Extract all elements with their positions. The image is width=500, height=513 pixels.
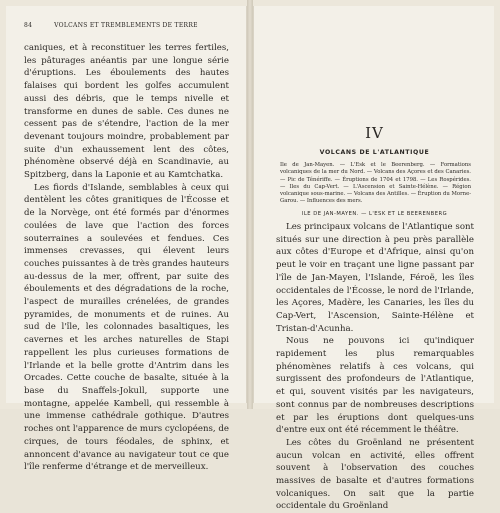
paragraph: Les côtes du Groënland ne présentent aucun volcan en activité, elles offrent souvent à l'observation des couches massives de basalte et d'autres formations volcaniques. On sait que la partie occidentale du Groënland <box>276 437 474 512</box>
running-title: VOLCANS ET TREMBLEMENTS DE TERRE <box>54 22 198 29</box>
paragraph: caniques, et à reconstituer les terres fertiles, les pâturages anéantis par une longue série d'éruptions. Les éboulements des hautes falaises qui bordent les golfes accumulent aussi des débris, que le temps nivelle et transforme en dunes de sable. Ces dunes ne cessent pas de s'étendre, l'action de la mer devenant toujours moindre, probablement par suite d'un exhaussement lent des côtes, phénomène observé déjà en Scandinavie, au Spitzberg, dans la Laponie et au Kamtchatka. <box>24 43 229 181</box>
paragraph: Nous ne pouvons ici qu'indiquer rapidement les plus remarquables phénomènes relatifs à ces volcans, qui surgissent des profondeurs de l'Atlantique, et qui, souvent visités par les navigateurs, sont connus par de nombreuses descriptions et par les éruptions dont quelques-uns d'entre eux ont été récemment le théâtre. <box>276 336 474 436</box>
paragraph: Les principaux volcans de l'Atlantique sont situés sur une direction à peu près parallèle aux côtes d'Europe et d'Afrique, ainsi qu'on peut le voir en traçant une ligne passant par l'île de Jan-Mayen, l'Islande, Féroë, les îles occidentales de l'Écosse, le nord de l'Irlande, les Açores, Madère, les Canaries, les îles du Cap-Vert, l'Ascension, Sainte-Hélène et Tristan-d'Acunha. <box>276 222 474 334</box>
left-page <box>6 6 247 473</box>
page-number: 84 <box>24 22 33 29</box>
paragraph: Les fiords d'Islande, semblables à ceux qui dentèlent les côtes granitiques de l'Écosse et de la Norvège, ont été formés par d'énormes coulées de lave que l'action des forces souterraines a soulevées et fendues. Ces immenses crevasses, qui élevent leurs couches puissantes à de très grandes hauteurs au-dessus de la mer, offrent, par suite des éboulements et des dégradations de la roche, l'aspect de murailles crénelées, de grandes pyramides, de monuments et de ruines. Au sud de l'île, les colonnades basaltiques, les cavernes et les arches naturelles de Stapi rappellent les plus curieuses formations de l'Irlande et la belle grotte d'Antrim dans les Orcades. Cette couche de basalte, située à la base du Snaffels-Jokull, supporte une montagne, appelée Kambell, qui ressemble à une immense cathédrale gothique. D'autres roches ont l'apparence de murs cyclopéens, de cirques, de tours féodales, de sphinx, et annoncent d'avance au navigateur tout ce que l'île renferme d'étrange et de merveilleux. <box>24 182 229 473</box>
chapter-number: IV <box>365 124 384 142</box>
running-header <box>24 22 228 29</box>
right-body-text <box>276 221 474 513</box>
left-body-text <box>24 42 229 474</box>
chapter-summary: Ile de Jan-Mayen. — L'Esk et le Beerenberg. — Formations volcaniques de la mer du Nord. — Volcans des Açores et des Canaries. — Pic de Ténériffe. — Éruptions de 1704 et 1798. — Les Rospérides. — Iles du Cap-Vert. — L'Ascension et Sainte-Hélène. — Région volcanique sous-marine. — Volcans des Antilles. — Éruption du Morne-Garou. — Influences des mers. <box>280 162 471 205</box>
chapter-title: VOLCANS DE L'ATLANTIQUE <box>319 149 430 156</box>
section-heading: ILE DE JAN-MAYEN. — L'ESK ET LE BEERENBERG <box>301 211 448 217</box>
right-page <box>253 6 494 512</box>
